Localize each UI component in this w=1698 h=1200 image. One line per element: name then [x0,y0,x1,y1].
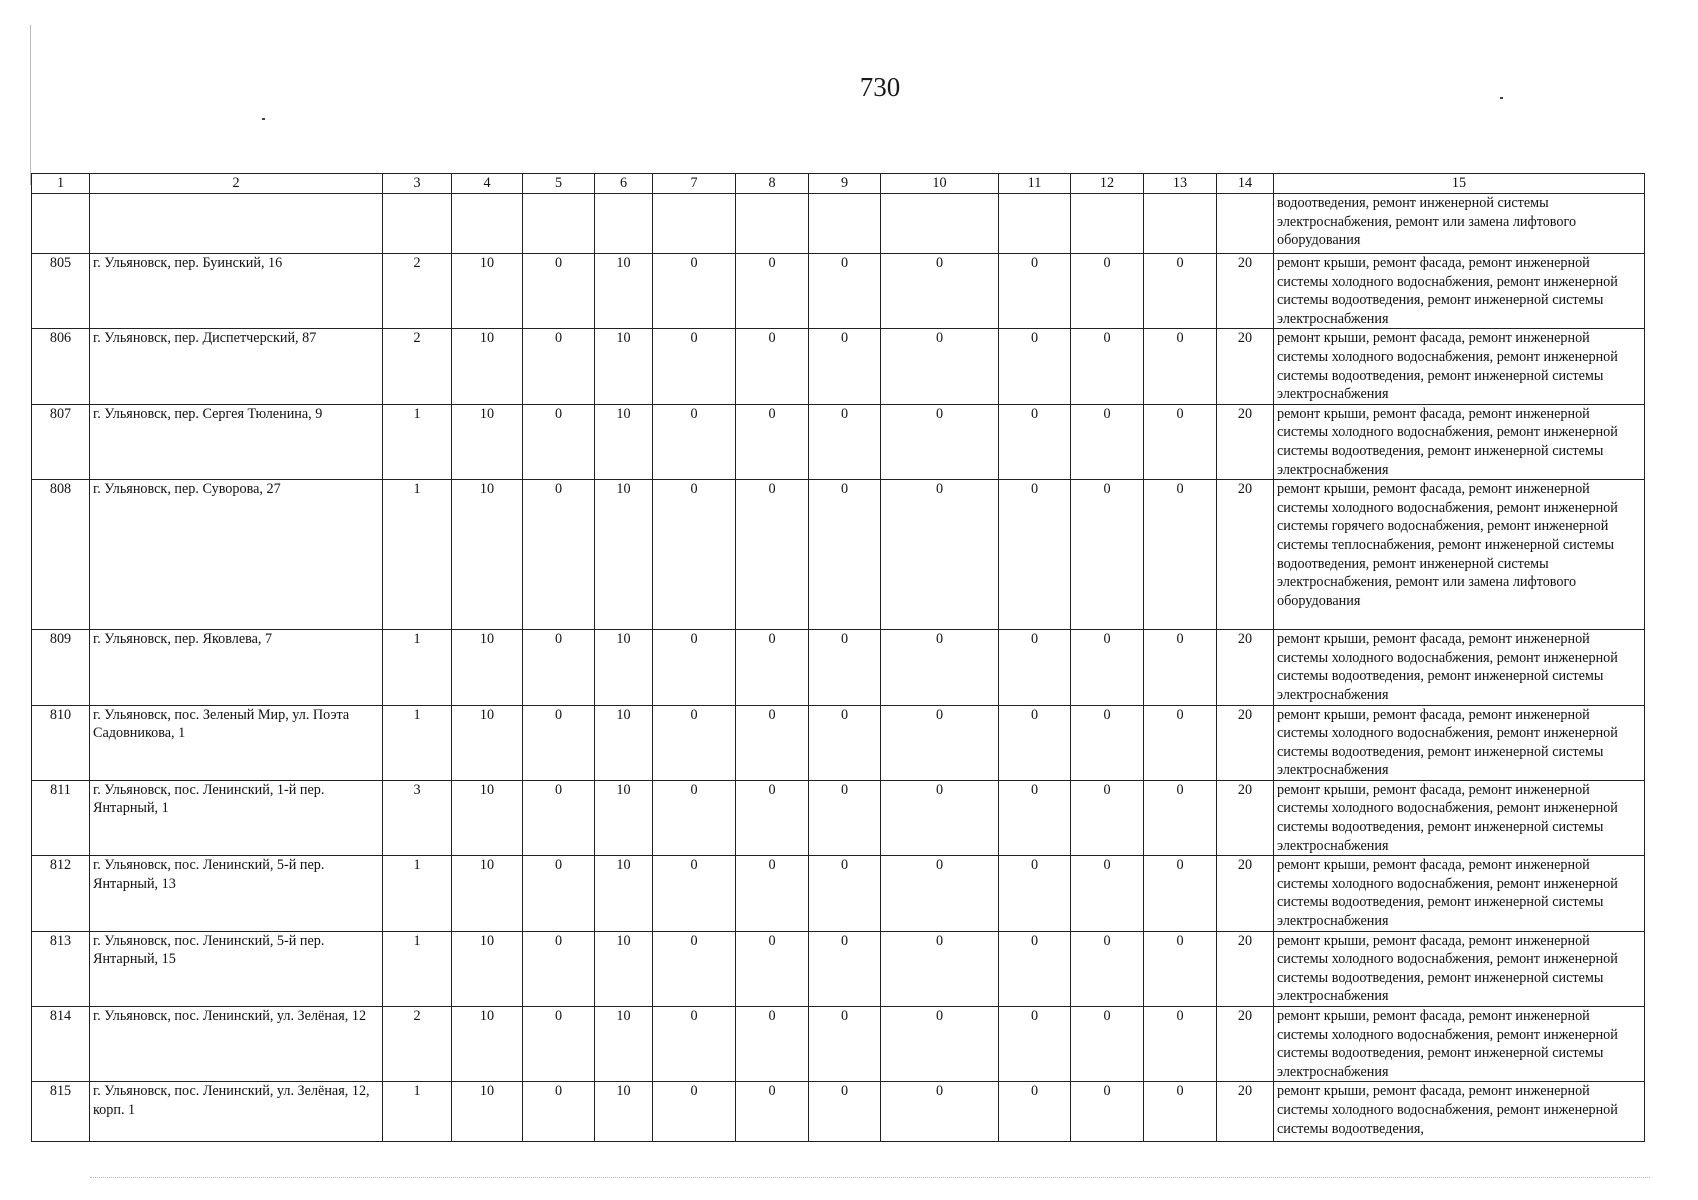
value-cell: 10 [595,705,653,780]
row-number: 815 [32,1082,90,1142]
works-cell: ремонт крыши, ремонт фасада, ремонт инженерной системы холодного водоснабжения, ремонт инженерной системы водоотведения, ремонт инженерной системы электроснабжения [1274,254,1645,329]
value-cell: 0 [881,630,999,705]
register-body [32,174,1645,1142]
column-header: 3 [383,174,452,194]
column-header: 10 [881,174,999,194]
works-cell: ремонт крыши, ремонт фасада, ремонт инженерной системы холодного водоснабжения, ремонт инженерной системы водоотведения, ремонт инженерной системы электроснабжения [1274,1007,1645,1082]
column-header: 4 [452,174,523,194]
value-cell: 0 [736,856,809,931]
value-cell: 0 [1144,404,1217,479]
address-cell: г. Ульяновск, пос. Зеленый Мир, ул. Поэта Садовникова, 1 [90,705,383,780]
total-cell: 20 [1217,705,1274,780]
value-cell: 0 [523,780,595,855]
value-cell: 0 [999,480,1071,630]
works-cell: водоотведения, ремонт инженерной системы электроснабжения, ремонт или замена лифтового оборудования [1274,194,1645,254]
value-cell: 0 [1071,931,1144,1006]
value-cell: 0 [999,254,1071,329]
total-cell: 20 [1217,856,1274,931]
repair-register-table [31,173,1645,1142]
table-row [32,480,1645,630]
value-cell: 0 [1071,480,1144,630]
value-cell: 10 [595,404,653,479]
continued-row [32,194,1645,254]
table-row [32,630,1645,705]
column-header: 11 [999,174,1071,194]
table-row [32,329,1645,404]
scan-bottom-noise [90,1177,1650,1178]
row-number: 814 [32,1007,90,1082]
value-cell: 0 [809,404,881,479]
value-cell: 0 [1071,780,1144,855]
value-cell: 0 [1144,329,1217,404]
column-number-row [32,174,1645,194]
total-cell: 20 [1217,254,1274,329]
value-cell: 0 [523,856,595,931]
value-cell: 0 [1144,480,1217,630]
value-cell: 10 [595,780,653,855]
value-cell: 0 [1071,404,1144,479]
value-cell: 3 [383,780,452,855]
value-cell: 0 [653,780,736,855]
value-cell: 0 [1071,1007,1144,1082]
value-cell: 0 [523,404,595,479]
total-cell: 20 [1217,480,1274,630]
value-cell: 0 [653,856,736,931]
value-cell: 0 [1071,856,1144,931]
works-cell: ремонт крыши, ремонт фасада, ремонт инженерной системы холодного водоснабжения, ремонт инженерной системы водоотведения, ремонт инженерной системы электроснабжения [1274,404,1645,479]
value-cell: 0 [999,705,1071,780]
value-cell: 0 [653,1082,736,1142]
total-cell: 20 [1217,1082,1274,1142]
value-cell: 0 [1071,254,1144,329]
value-cell: 0 [653,329,736,404]
value-cell: 0 [999,630,1071,705]
value-cell: 0 [1144,931,1217,1006]
value-cell: 0 [1144,254,1217,329]
total-cell: 20 [1217,931,1274,1006]
value-cell: 0 [736,480,809,630]
value-cell: 0 [736,780,809,855]
value-cell: 0 [523,705,595,780]
value-cell: 0 [523,480,595,630]
address-cell: г. Ульяновск, пос. Ленинский, ул. Зелёная, 12 [90,1007,383,1082]
value-cell: 0 [1071,705,1144,780]
works-cell: ремонт крыши, ремонт фасада, ремонт инженерной системы холодного водоснабжения, ремонт инженерной системы горячего водоснабжения, ремонт инженерной системы теплоснабжения, ремонт инженерной системы водоотведения, ремонт инженерной системы электроснабжения, ремонт или замена лифтового оборудования [1274,480,1645,630]
address-cell: г. Ульяновск, пос. Ленинский, ул. Зелёная, 12, корп. 1 [90,1082,383,1142]
value-cell: 1 [383,630,452,705]
value-cell: 0 [1071,329,1144,404]
table-row [32,1082,1645,1142]
table-row [32,856,1645,931]
value-cell: 0 [523,1082,595,1142]
value-cell: 2 [383,1007,452,1082]
value-cell: 0 [881,705,999,780]
value-cell: 1 [383,404,452,479]
value-cell: 0 [1144,705,1217,780]
column-header: 1 [32,174,90,194]
table-row [32,931,1645,1006]
value-cell: 0 [809,856,881,931]
row-number: 808 [32,480,90,630]
value-cell: 0 [523,329,595,404]
works-cell: ремонт крыши, ремонт фасада, ремонт инженерной системы холодного водоснабжения, ремонт инженерной системы водоотведения, ремонт инженерной системы электроснабжения [1274,856,1645,931]
table-row [32,780,1645,855]
address-cell: г. Ульяновск, пер. Диспетчерский, 87 [90,329,383,404]
value-cell: 0 [809,931,881,1006]
works-cell: ремонт крыши, ремонт фасада, ремонт инженерной системы холодного водоснабжения, ремонт инженерной системы водоотведения, ремонт инженерной системы электроснабжения [1274,329,1645,404]
value-cell: 0 [523,630,595,705]
table-row [32,254,1645,329]
value-cell: 0 [736,705,809,780]
value-cell: 0 [809,329,881,404]
value-cell: 0 [999,931,1071,1006]
value-cell: 10 [595,480,653,630]
value-cell: 0 [999,404,1071,479]
value-cell: 10 [452,931,523,1006]
value-cell: 10 [595,630,653,705]
column-header: 2 [90,174,383,194]
row-number: 807 [32,404,90,479]
row-number: 809 [32,630,90,705]
works-cell: ремонт крыши, ремонт фасада, ремонт инженерной системы холодного водоснабжения, ремонт инженерной системы водоотведения, ремонт инженерной системы электроснабжения [1274,780,1645,855]
column-header: 5 [523,174,595,194]
value-cell: 0 [881,931,999,1006]
total-cell: 20 [1217,630,1274,705]
row-number: 810 [32,705,90,780]
address-cell: г. Ульяновск, пос. Ленинский, 5-й пер. Янтарный, 15 [90,931,383,1006]
value-cell: 0 [653,931,736,1006]
value-cell: 0 [999,329,1071,404]
value-cell: 0 [999,780,1071,855]
works-cell: ремонт крыши, ремонт фасада, ремонт инженерной системы холодного водоснабжения, ремонт инженерной системы водоотведения, ремонт инженерной системы электроснабжения [1274,705,1645,780]
value-cell: 0 [999,1082,1071,1142]
value-cell: 0 [523,931,595,1006]
value-cell: 10 [452,480,523,630]
value-cell: 0 [653,480,736,630]
value-cell: 0 [1144,1082,1217,1142]
value-cell: 0 [1071,630,1144,705]
column-header: 6 [595,174,653,194]
value-cell: 1 [383,705,452,780]
value-cell: 0 [881,1007,999,1082]
value-cell: 0 [523,1007,595,1082]
value-cell: 0 [653,254,736,329]
value-cell: 2 [383,329,452,404]
total-cell: 20 [1217,404,1274,479]
row-number: 805 [32,254,90,329]
value-cell: 10 [595,931,653,1006]
value-cell: 0 [523,254,595,329]
value-cell: 0 [881,780,999,855]
table-row [32,404,1645,479]
value-cell: 0 [1071,1082,1144,1142]
column-header: 12 [1071,174,1144,194]
row-number: 813 [32,931,90,1006]
value-cell: 10 [595,254,653,329]
works-cell: ремонт крыши, ремонт фасада, ремонт инженерной системы холодного водоснабжения, ремонт инженерной системы водоотведения, ремонт инженерной системы электроснабжения [1274,931,1645,1006]
value-cell: 0 [1144,856,1217,931]
value-cell: 0 [736,1082,809,1142]
scan-speck [262,118,265,120]
table-row [32,705,1645,780]
value-cell: 0 [1144,780,1217,855]
value-cell: 0 [881,856,999,931]
value-cell: 0 [736,630,809,705]
value-cell: 10 [452,630,523,705]
value-cell: 0 [881,404,999,479]
column-header: 14 [1217,174,1274,194]
value-cell: 0 [653,1007,736,1082]
page-number: 730 [859,72,901,102]
value-cell: 10 [452,705,523,780]
value-cell: 0 [653,630,736,705]
scan-speck [1500,97,1503,99]
value-cell: 0 [999,856,1071,931]
value-cell: 10 [452,1007,523,1082]
value-cell: 10 [595,856,653,931]
value-cell: 0 [736,404,809,479]
address-cell: г. Ульяновск, пос. Ленинский, 5-й пер. Янтарный, 13 [90,856,383,931]
address-cell: г. Ульяновск, пер. Сергея Тюленина, 9 [90,404,383,479]
row-number: 806 [32,329,90,404]
value-cell: 1 [383,856,452,931]
works-cell: ремонт крыши, ремонт фасада, ремонт инженерной системы холодного водоснабжения, ремонт инженерной системы водоотведения, ремонт инженерной системы электроснабжения [1274,630,1645,705]
table-row [32,1007,1645,1082]
value-cell: 0 [736,329,809,404]
value-cell: 10 [452,1082,523,1142]
value-cell: 1 [383,480,452,630]
value-cell: 0 [881,329,999,404]
total-cell: 20 [1217,780,1274,855]
works-cell: ремонт крыши, ремонт фасада, ремонт инженерной системы холодного водоснабжения, ремонт инженерной системы водоотведения, [1274,1082,1645,1142]
value-cell: 0 [653,404,736,479]
column-header: 9 [809,174,881,194]
value-cell: 1 [383,931,452,1006]
value-cell: 0 [881,1082,999,1142]
value-cell: 0 [881,254,999,329]
value-cell: 10 [595,329,653,404]
column-header: 8 [736,174,809,194]
value-cell: 0 [809,1082,881,1142]
value-cell: 10 [452,780,523,855]
value-cell: 0 [809,254,881,329]
value-cell: 0 [809,480,881,630]
value-cell: 1 [383,1082,452,1142]
value-cell: 0 [881,480,999,630]
address-cell: г. Ульяновск, пер. Суворова, 27 [90,480,383,630]
value-cell: 0 [736,931,809,1006]
value-cell: 10 [452,404,523,479]
value-cell: 0 [809,630,881,705]
value-cell: 0 [1144,1007,1217,1082]
column-header: 13 [1144,174,1217,194]
value-cell: 0 [653,705,736,780]
value-cell: 2 [383,254,452,329]
total-cell: 20 [1217,1007,1274,1082]
value-cell: 0 [809,780,881,855]
column-header: 7 [653,174,736,194]
address-cell: г. Ульяновск, пер. Буинский, 16 [90,254,383,329]
value-cell: 10 [452,254,523,329]
address-cell: г. Ульяновск, пос. Ленинский, 1-й пер. Янтарный, 1 [90,780,383,855]
address-cell: г. Ульяновск, пер. Яковлева, 7 [90,630,383,705]
value-cell: 0 [736,1007,809,1082]
scan-margin-line [30,25,31,185]
column-header: 15 [1274,174,1645,194]
value-cell: 10 [595,1082,653,1142]
value-cell: 0 [1144,630,1217,705]
value-cell: 10 [452,329,523,404]
row-number: 811 [32,780,90,855]
total-cell: 20 [1217,329,1274,404]
value-cell: 0 [809,1007,881,1082]
value-cell: 0 [999,1007,1071,1082]
value-cell: 0 [736,254,809,329]
value-cell: 0 [809,705,881,780]
value-cell: 10 [452,856,523,931]
row-number: 812 [32,856,90,931]
value-cell: 10 [595,1007,653,1082]
